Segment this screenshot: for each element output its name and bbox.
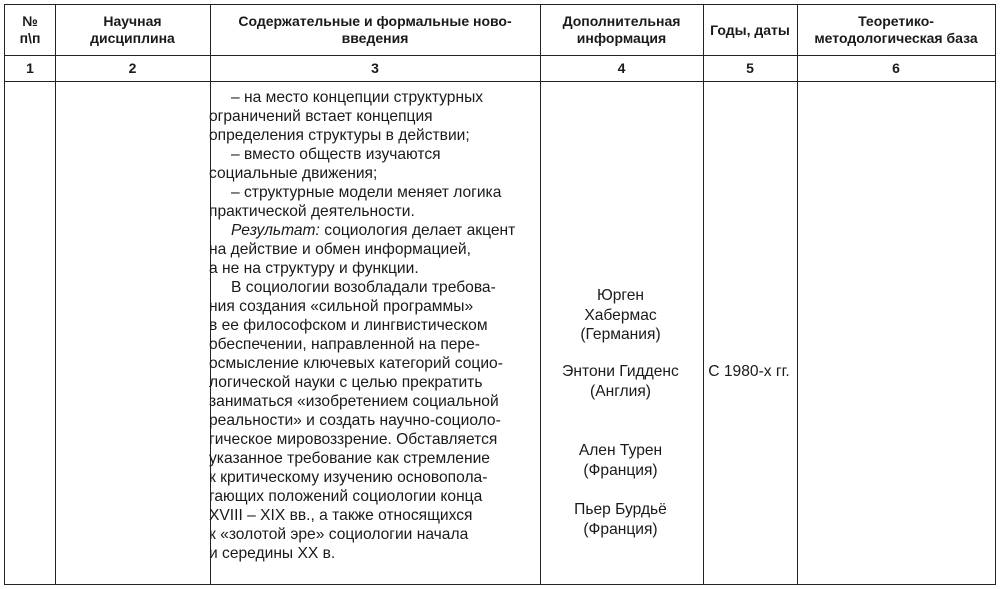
content-line-text: заниматься «изобретением социальной (209, 393, 499, 410)
content-line (209, 411, 539, 430)
content-line-text: на действие и обмен информацией, (209, 241, 471, 258)
column-divider (703, 5, 704, 584)
content-line (209, 468, 539, 487)
content-line (209, 354, 539, 373)
content-line (209, 392, 539, 411)
content-line (209, 145, 539, 164)
content-label-italic: Результат: (231, 222, 320, 239)
content-line-text: определения структуры в действии; (209, 127, 470, 144)
content-line (209, 373, 539, 392)
column-divider (797, 5, 798, 584)
content-line-text: в ее философском и лингвистическом (209, 317, 488, 334)
content-line-text: логической науки с целью прекратить (209, 374, 483, 391)
content-line (209, 278, 539, 297)
content-line (209, 164, 539, 183)
author-giddens: Энтони Гидденс (Англия) (562, 363, 679, 400)
content-line-text: XVIII – XIX вв., а также относящихся (209, 507, 473, 524)
content-line (209, 487, 539, 506)
content-line-text: гическое мировоззрение. Обставляется (209, 431, 498, 448)
header-number: № п\п (19, 13, 41, 46)
content-line-text: гающих положений социологии конца (209, 488, 483, 505)
content-line-text: а не на структуру и функции. (209, 260, 419, 277)
content-line-text: к «золотой эре» социологии начала (209, 526, 469, 543)
content-line-text: реальности» и создать научно-социоло- (209, 412, 501, 429)
content-line-text: осмысление ключевых категорий социо- (209, 355, 503, 372)
content-line-text: обеспечении, направленной на пере- (209, 336, 480, 353)
content-line-text: практической деятельности. (209, 203, 415, 220)
content-line (209, 544, 539, 563)
content-line (209, 202, 539, 221)
column-number-5: 5 (746, 60, 754, 76)
content-line-text: и середины XX в. (209, 545, 336, 562)
content-line-text: – на место концепции структурных (231, 89, 484, 106)
content-line (209, 259, 539, 278)
header-innovations: Содержательные и формальные ново- введения (238, 13, 512, 46)
number-row-divider (5, 81, 995, 82)
author-touraine: Ален Турен (Франция) (578, 442, 663, 479)
content-line-text: ния создания «сильной программы» (209, 298, 474, 315)
content-line-text: социальные движения; (209, 165, 378, 182)
content-line-text: В социологии возобладали требова- (231, 279, 496, 296)
content-line-text: – структурные модели меняет логика (231, 184, 502, 201)
content-line (209, 126, 539, 145)
column-number-6: 6 (892, 60, 900, 76)
author-bourdieu: Пьер Бурдьё (Франция) (574, 501, 667, 538)
content-line (209, 297, 539, 316)
header-discipline: Научная дисциплина (90, 13, 175, 46)
content-line-text: – вместо обществ изучаются (231, 146, 441, 163)
content-line (209, 449, 539, 468)
content-line (209, 107, 539, 126)
content-line (209, 88, 539, 107)
content-line (209, 335, 539, 354)
column-number-1: 1 (26, 60, 34, 76)
content-line-text: к критическому изучению основопола- (209, 469, 488, 486)
content-line-text: социология делает акцент (319, 222, 516, 239)
column-number-3: 3 (371, 60, 379, 76)
column-number-2: 2 (128, 60, 137, 76)
header-additional-info: Дополнительная информация (562, 13, 681, 46)
content-line (209, 183, 539, 202)
content-line (209, 525, 539, 544)
content-line (209, 316, 539, 335)
header-methodology: Теоретико- методологическая база (814, 13, 978, 46)
header-years: Годы, даты (710, 21, 790, 38)
year-value: С 1980-х гг. (708, 363, 790, 380)
column-number-4: 4 (617, 60, 626, 76)
content-line (209, 506, 539, 525)
column-divider (55, 5, 56, 584)
content-line-text: указанное требование как стремление (209, 450, 490, 467)
content-line-text: ограничений встает концепция (209, 108, 433, 125)
content-line (209, 430, 539, 449)
innovations-text (209, 88, 539, 563)
content-line (209, 221, 539, 240)
content-line (209, 240, 539, 259)
author-habermas: Юрген Хабермас (Германия) (580, 287, 661, 343)
